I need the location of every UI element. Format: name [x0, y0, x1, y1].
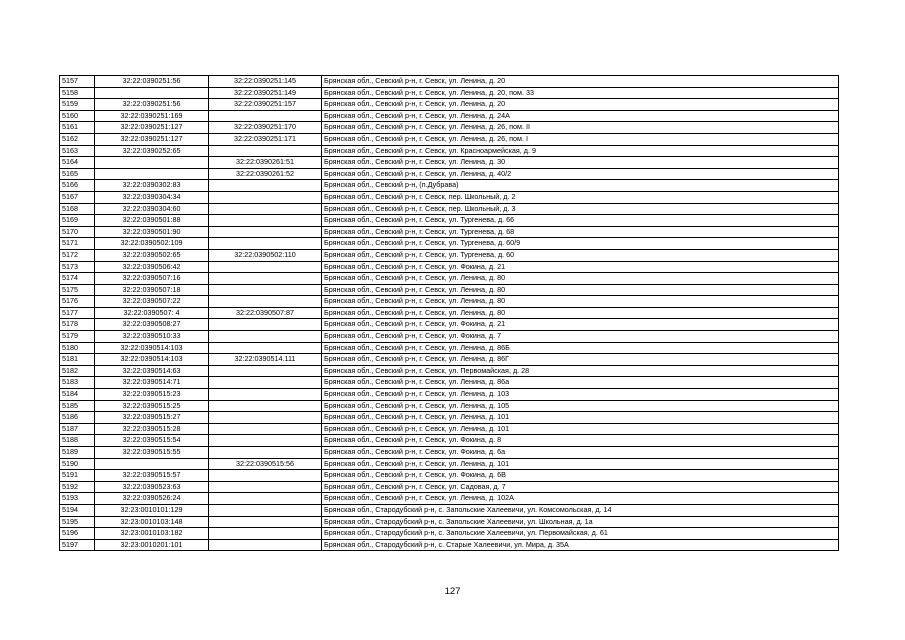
table-row	[60, 87, 839, 99]
object-cadastral-number-cell	[209, 296, 322, 308]
row-number-cell: 5183	[60, 377, 95, 389]
address-cell: Брянская обл., Севский р-н, г. Севск, ул. Ленина, д. 20	[322, 99, 839, 111]
table-row	[60, 273, 839, 285]
address-cell: Брянская обл., Севский р-н, (п.Дубрава)	[322, 180, 839, 192]
object-cadastral-number-cell: 32:22:0390251:149	[209, 87, 322, 99]
address-cell: Брянская обл., Севский р-н, г. Севск, ул. Ленина, д. 101	[322, 412, 839, 424]
table-row	[60, 470, 839, 482]
row-number-cell: 5187	[60, 423, 95, 435]
address-cell: Брянская обл., Севский р-н, г. Севск, ул. Ленина, д. 101	[322, 458, 839, 470]
address-cell: Брянская обл., Севский р-н, г. Севск, ул. Ленина, д. 26, пом. I	[322, 133, 839, 145]
row-number-cell: 5158	[60, 87, 95, 99]
table-row	[60, 122, 839, 134]
address-cell: Брянская обл., Севский р-н, г. Севск, ул. Тургенева, д. 60	[322, 249, 839, 261]
object-cadastral-number-cell	[209, 435, 322, 447]
table-row	[60, 493, 839, 505]
address-cell: Брянская обл., Севский р-н, г. Севск, пер. Школьный, д. 2	[322, 191, 839, 203]
row-number-cell: 5196	[60, 528, 95, 540]
table-row	[60, 76, 839, 88]
table-row	[60, 203, 839, 215]
object-cadastral-number-cell: 32:22:0390251:171	[209, 133, 322, 145]
row-number-cell: 5176	[60, 296, 95, 308]
object-cadastral-number-cell	[209, 191, 322, 203]
row-number-cell: 5188	[60, 435, 95, 447]
row-number-cell: 5192	[60, 481, 95, 493]
registry-table	[59, 75, 839, 551]
table-row	[60, 539, 839, 551]
address-cell: Брянская обл., Стародубский р-н, с. Запольские Халеевичи, ул. Школьная, д. 1а	[322, 516, 839, 528]
cadastral-number-cell: 32:22:0390502:109	[95, 238, 209, 250]
address-cell: Брянская обл., Севский р-н, г. Севск, ул. Ленина, д. 80	[322, 307, 839, 319]
cadastral-number-cell	[95, 87, 209, 99]
object-cadastral-number-cell	[209, 145, 322, 157]
object-cadastral-number-cell	[209, 215, 322, 227]
row-number-cell: 5195	[60, 516, 95, 528]
row-number-cell: 5197	[60, 539, 95, 551]
object-cadastral-number-cell	[209, 261, 322, 273]
object-cadastral-number-cell: 32:22:0390507:87	[209, 307, 322, 319]
cadastral-number-cell: 32:22:0390507:22	[95, 296, 209, 308]
cadastral-number-cell: 32:22:0390506:42	[95, 261, 209, 273]
table-row	[60, 168, 839, 180]
cadastral-number-cell: 32:22:0390515:54	[95, 435, 209, 447]
cadastral-number-cell: 32:22:0390510:33	[95, 331, 209, 343]
address-cell: Брянская обл., Севский р-н, г. Севск, ул. Ленина, д. 86а	[322, 377, 839, 389]
row-number-cell: 5161	[60, 122, 95, 134]
table-row	[60, 435, 839, 447]
address-cell: Брянская обл., Севский р-н, г. Севск, пер. Школьный, д. 3	[322, 203, 839, 215]
object-cadastral-number-cell	[209, 412, 322, 424]
address-cell: Брянская обл., Севский р-н, г. Севск, ул. Ленина, д. 80	[322, 273, 839, 285]
object-cadastral-number-cell	[209, 539, 322, 551]
object-cadastral-number-cell: 32:22:0390502:110	[209, 249, 322, 261]
row-number-cell: 5169	[60, 215, 95, 227]
address-cell: Брянская обл., Стародубский р-н, с. Запольские Халеевичи, ул. Первомайская, д. 61	[322, 528, 839, 540]
cadastral-number-cell	[95, 458, 209, 470]
cadastral-number-cell: 32:22:0390251:127	[95, 133, 209, 145]
address-cell: Брянская обл., Севский р-н, г. Севск, ул. Ленина, д. 30	[322, 157, 839, 169]
table-row	[60, 110, 839, 122]
table-row	[60, 180, 839, 192]
row-number-cell: 5191	[60, 470, 95, 482]
cadastral-number-cell: 32:22:0390251:56	[95, 99, 209, 111]
object-cadastral-number-cell	[209, 238, 322, 250]
cadastral-number-cell: 32:22:0390515:55	[95, 447, 209, 459]
address-cell: Брянская обл., Севский р-н, г. Севск, ул. Фокина, д. 21	[322, 319, 839, 331]
row-number-cell: 5178	[60, 319, 95, 331]
cadastral-number-cell: 32:22:0390251:56	[95, 76, 209, 88]
row-number-cell: 5186	[60, 412, 95, 424]
row-number-cell: 5159	[60, 99, 95, 111]
address-cell: Брянская обл., Севский р-н, г. Севск, ул. Фокина, д. 8	[322, 435, 839, 447]
row-number-cell: 5177	[60, 307, 95, 319]
table-row	[60, 504, 839, 516]
address-cell: Брянская обл., Севский р-н, г. Севск, ул. Ленина, д. 24А	[322, 110, 839, 122]
table-row	[60, 191, 839, 203]
row-number-cell: 5180	[60, 342, 95, 354]
object-cadastral-number-cell	[209, 481, 322, 493]
cadastral-number-cell: 32:22:0390514:63	[95, 365, 209, 377]
table-row	[60, 145, 839, 157]
address-cell: Брянская обл., Севский р-н, г. Севск, ул. Ленина, д. 40/2	[322, 168, 839, 180]
address-cell: Брянская обл., Севский р-н, г. Севск, ул. Ленина, д. 102А	[322, 493, 839, 505]
row-number-cell: 5174	[60, 273, 95, 285]
row-number-cell: 5194	[60, 504, 95, 516]
address-cell: Брянская обл., Стародубский р-н, с. Запольские Халеевичи, ул. Комсомольская, д. 14	[322, 504, 839, 516]
row-number-cell: 5168	[60, 203, 95, 215]
table-row	[60, 226, 839, 238]
table-row	[60, 481, 839, 493]
address-cell: Брянская обл., Севский р-н, г. Севск, ул. Садовая, д. 7	[322, 481, 839, 493]
cadastral-number-cell: 32:22:0390515:27	[95, 412, 209, 424]
row-number-cell: 5157	[60, 76, 95, 88]
cadastral-number-cell	[95, 157, 209, 169]
object-cadastral-number-cell	[209, 342, 322, 354]
row-number-cell: 5184	[60, 389, 95, 401]
address-cell: Брянская обл., Севский р-н, г. Севск, ул. Красноармейская, д. 9	[322, 145, 839, 157]
object-cadastral-number-cell	[209, 365, 322, 377]
table-row	[60, 389, 839, 401]
table-row	[60, 354, 839, 366]
object-cadastral-number-cell	[209, 319, 322, 331]
address-cell: Брянская обл., Стародубский р-н, с. Старые Халеевичи, ул. Мира, д. 35А	[322, 539, 839, 551]
object-cadastral-number-cell	[209, 470, 322, 482]
row-number-cell: 5170	[60, 226, 95, 238]
cadastral-number-cell: 32:23:0010103:148	[95, 516, 209, 528]
row-number-cell: 5179	[60, 331, 95, 343]
object-cadastral-number-cell	[209, 504, 322, 516]
object-cadastral-number-cell	[209, 493, 322, 505]
page-number: 127	[444, 586, 461, 597]
row-number-cell: 5185	[60, 400, 95, 412]
table-row	[60, 447, 839, 459]
table-row	[60, 238, 839, 250]
row-number-cell: 5182	[60, 365, 95, 377]
table-row	[60, 133, 839, 145]
table-row	[60, 412, 839, 424]
table-row	[60, 377, 839, 389]
row-number-cell: 5164	[60, 157, 95, 169]
row-number-cell: 5193	[60, 493, 95, 505]
cadastral-number-cell: 32:22:0390501:90	[95, 226, 209, 238]
cadastral-number-cell: 32:23:0010101:129	[95, 504, 209, 516]
address-cell: Брянская обл., Севский р-н, г. Севск, ул. Тургенева, д. 68	[322, 226, 839, 238]
cadastral-number-cell: 32:22:0390302:83	[95, 180, 209, 192]
table-row	[60, 342, 839, 354]
address-cell: Брянская обл., Севский р-н, г. Севск, ул. Ленина, д. 20, пом. 33	[322, 87, 839, 99]
cadastral-number-cell: 32:22:0390508:27	[95, 319, 209, 331]
row-number-cell: 5171	[60, 238, 95, 250]
row-number-cell: 5173	[60, 261, 95, 273]
object-cadastral-number-cell: 32:22:0390261:52	[209, 168, 322, 180]
table-row	[60, 307, 839, 319]
cadastral-number-cell	[95, 168, 209, 180]
address-cell: Брянская обл., Севский р-н, г. Севск, ул. Тургенева, д. 66	[322, 215, 839, 227]
cadastral-number-cell: 32:23:0010103:182	[95, 528, 209, 540]
object-cadastral-number-cell	[209, 528, 322, 540]
object-cadastral-number-cell: 32:22:0390515:56	[209, 458, 322, 470]
table-row	[60, 331, 839, 343]
table-row	[60, 284, 839, 296]
table-row	[60, 319, 839, 331]
object-cadastral-number-cell	[209, 203, 322, 215]
address-cell: Брянская обл., Севский р-н, г. Севск, ул. Фокина, д. 7	[322, 331, 839, 343]
object-cadastral-number-cell	[209, 331, 322, 343]
address-cell: Брянская обл., Севский р-н, г. Севск, ул. Ленина, д. 86Г	[322, 354, 839, 366]
object-cadastral-number-cell	[209, 273, 322, 285]
table-row	[60, 157, 839, 169]
object-cadastral-number-cell	[209, 516, 322, 528]
table-row	[60, 296, 839, 308]
row-number-cell: 5172	[60, 249, 95, 261]
address-cell: Брянская обл., Севский р-н, г. Севск, ул. Фокина, д. 6В	[322, 470, 839, 482]
row-number-cell: 5167	[60, 191, 95, 203]
table-row	[60, 423, 839, 435]
table-row	[60, 458, 839, 470]
address-cell: Брянская обл., Севский р-н, г. Севск, ул. Ленина, д. 80	[322, 284, 839, 296]
row-number-cell: 5163	[60, 145, 95, 157]
address-cell: Брянская обл., Севский р-н, г. Севск, ул. Тургенева, д. 60/9	[322, 238, 839, 250]
table-row	[60, 400, 839, 412]
address-cell: Брянская обл., Севский р-н, г. Севск, ул. Ленина, д. 80	[322, 296, 839, 308]
cadastral-number-cell: 32:22:0390304:60	[95, 203, 209, 215]
row-number-cell: 5175	[60, 284, 95, 296]
object-cadastral-number-cell	[209, 226, 322, 238]
row-number-cell: 5160	[60, 110, 95, 122]
address-cell: Брянская обл., Севский р-н, г. Севск, ул. Фокина, д. 6а	[322, 447, 839, 459]
cadastral-number-cell: 32:22:0390252:65	[95, 145, 209, 157]
address-cell: Брянская обл., Севский р-н, г. Севск, ул. Ленина, д. 20	[322, 76, 839, 88]
object-cadastral-number-cell	[209, 423, 322, 435]
address-cell: Брянская обл., Севский р-н, г. Севск, ул. Первомайская, д. 28	[322, 365, 839, 377]
cadastral-number-cell: 32:22:0390507: 4	[95, 307, 209, 319]
row-number-cell: 5190	[60, 458, 95, 470]
cadastral-number-cell: 32:22:0390251:169	[95, 110, 209, 122]
cadastral-number-cell: 32:22:0390515:25	[95, 400, 209, 412]
table-row	[60, 215, 839, 227]
table-row	[60, 516, 839, 528]
address-cell: Брянская обл., Севский р-н, г. Севск, ул. Ленина, д. 103	[322, 389, 839, 401]
row-number-cell: 5189	[60, 447, 95, 459]
cadastral-number-cell: 32:22:0390515:23	[95, 389, 209, 401]
address-cell: Брянская обл., Севский р-н, г. Севск, ул. Ленина, д. 86Б	[322, 342, 839, 354]
row-number-cell: 5181	[60, 354, 95, 366]
table-body	[60, 76, 839, 551]
row-number-cell: 5166	[60, 180, 95, 192]
table-row	[60, 365, 839, 377]
address-cell: Брянская обл., Севский р-н, г. Севск, ул. Ленина, д. 105	[322, 400, 839, 412]
cadastral-number-cell: 32:22:0390515:57	[95, 470, 209, 482]
cadastral-number-cell: 32:22:0390514:71	[95, 377, 209, 389]
row-number-cell: 5162	[60, 133, 95, 145]
cadastral-number-cell: 32:23:0010201:101	[95, 539, 209, 551]
cadastral-number-cell: 32:22:0390515:28	[95, 423, 209, 435]
cadastral-number-cell: 32:22:0390526:24	[95, 493, 209, 505]
table-row	[60, 249, 839, 261]
table-row	[60, 528, 839, 540]
cadastral-number-cell: 32:22:0390502:65	[95, 249, 209, 261]
cadastral-number-cell: 32:22:0390523:63	[95, 481, 209, 493]
cadastral-number-cell: 32:22:0390251:127	[95, 122, 209, 134]
cadastral-number-cell: 32:22:0390501:88	[95, 215, 209, 227]
object-cadastral-number-cell	[209, 447, 322, 459]
cadastral-number-cell: 32:22:0390507:16	[95, 273, 209, 285]
object-cadastral-number-cell	[209, 400, 322, 412]
row-number-cell: 5165	[60, 168, 95, 180]
address-cell: Брянская обл., Севский р-н, г. Севск, ул. Ленина, д. 26, пом. II	[322, 122, 839, 134]
object-cadastral-number-cell: 32:22:0390251:170	[209, 122, 322, 134]
object-cadastral-number-cell: 32:22:0390251:157	[209, 99, 322, 111]
address-cell: Брянская обл., Севский р-н, г. Севск, ул. Ленина, д. 101	[322, 423, 839, 435]
table-row	[60, 261, 839, 273]
object-cadastral-number-cell: 32:22:0390261:51	[209, 157, 322, 169]
cadastral-number-cell: 32:22:0390304:34	[95, 191, 209, 203]
object-cadastral-number-cell: 32:22:0390514.111	[209, 354, 322, 366]
object-cadastral-number-cell	[209, 180, 322, 192]
object-cadastral-number-cell	[209, 110, 322, 122]
cadastral-number-cell: 32:22:0390507:18	[95, 284, 209, 296]
table-row	[60, 99, 839, 111]
object-cadastral-number-cell	[209, 377, 322, 389]
cadastral-number-cell: 32:22:0390514:103	[95, 342, 209, 354]
object-cadastral-number-cell	[209, 389, 322, 401]
object-cadastral-number-cell	[209, 284, 322, 296]
object-cadastral-number-cell: 32:22:0390251:145	[209, 76, 322, 88]
address-cell: Брянская обл., Севский р-н, г. Севск, ул. Фокина, д. 21	[322, 261, 839, 273]
cadastral-number-cell: 32:22:0390514:103	[95, 354, 209, 366]
